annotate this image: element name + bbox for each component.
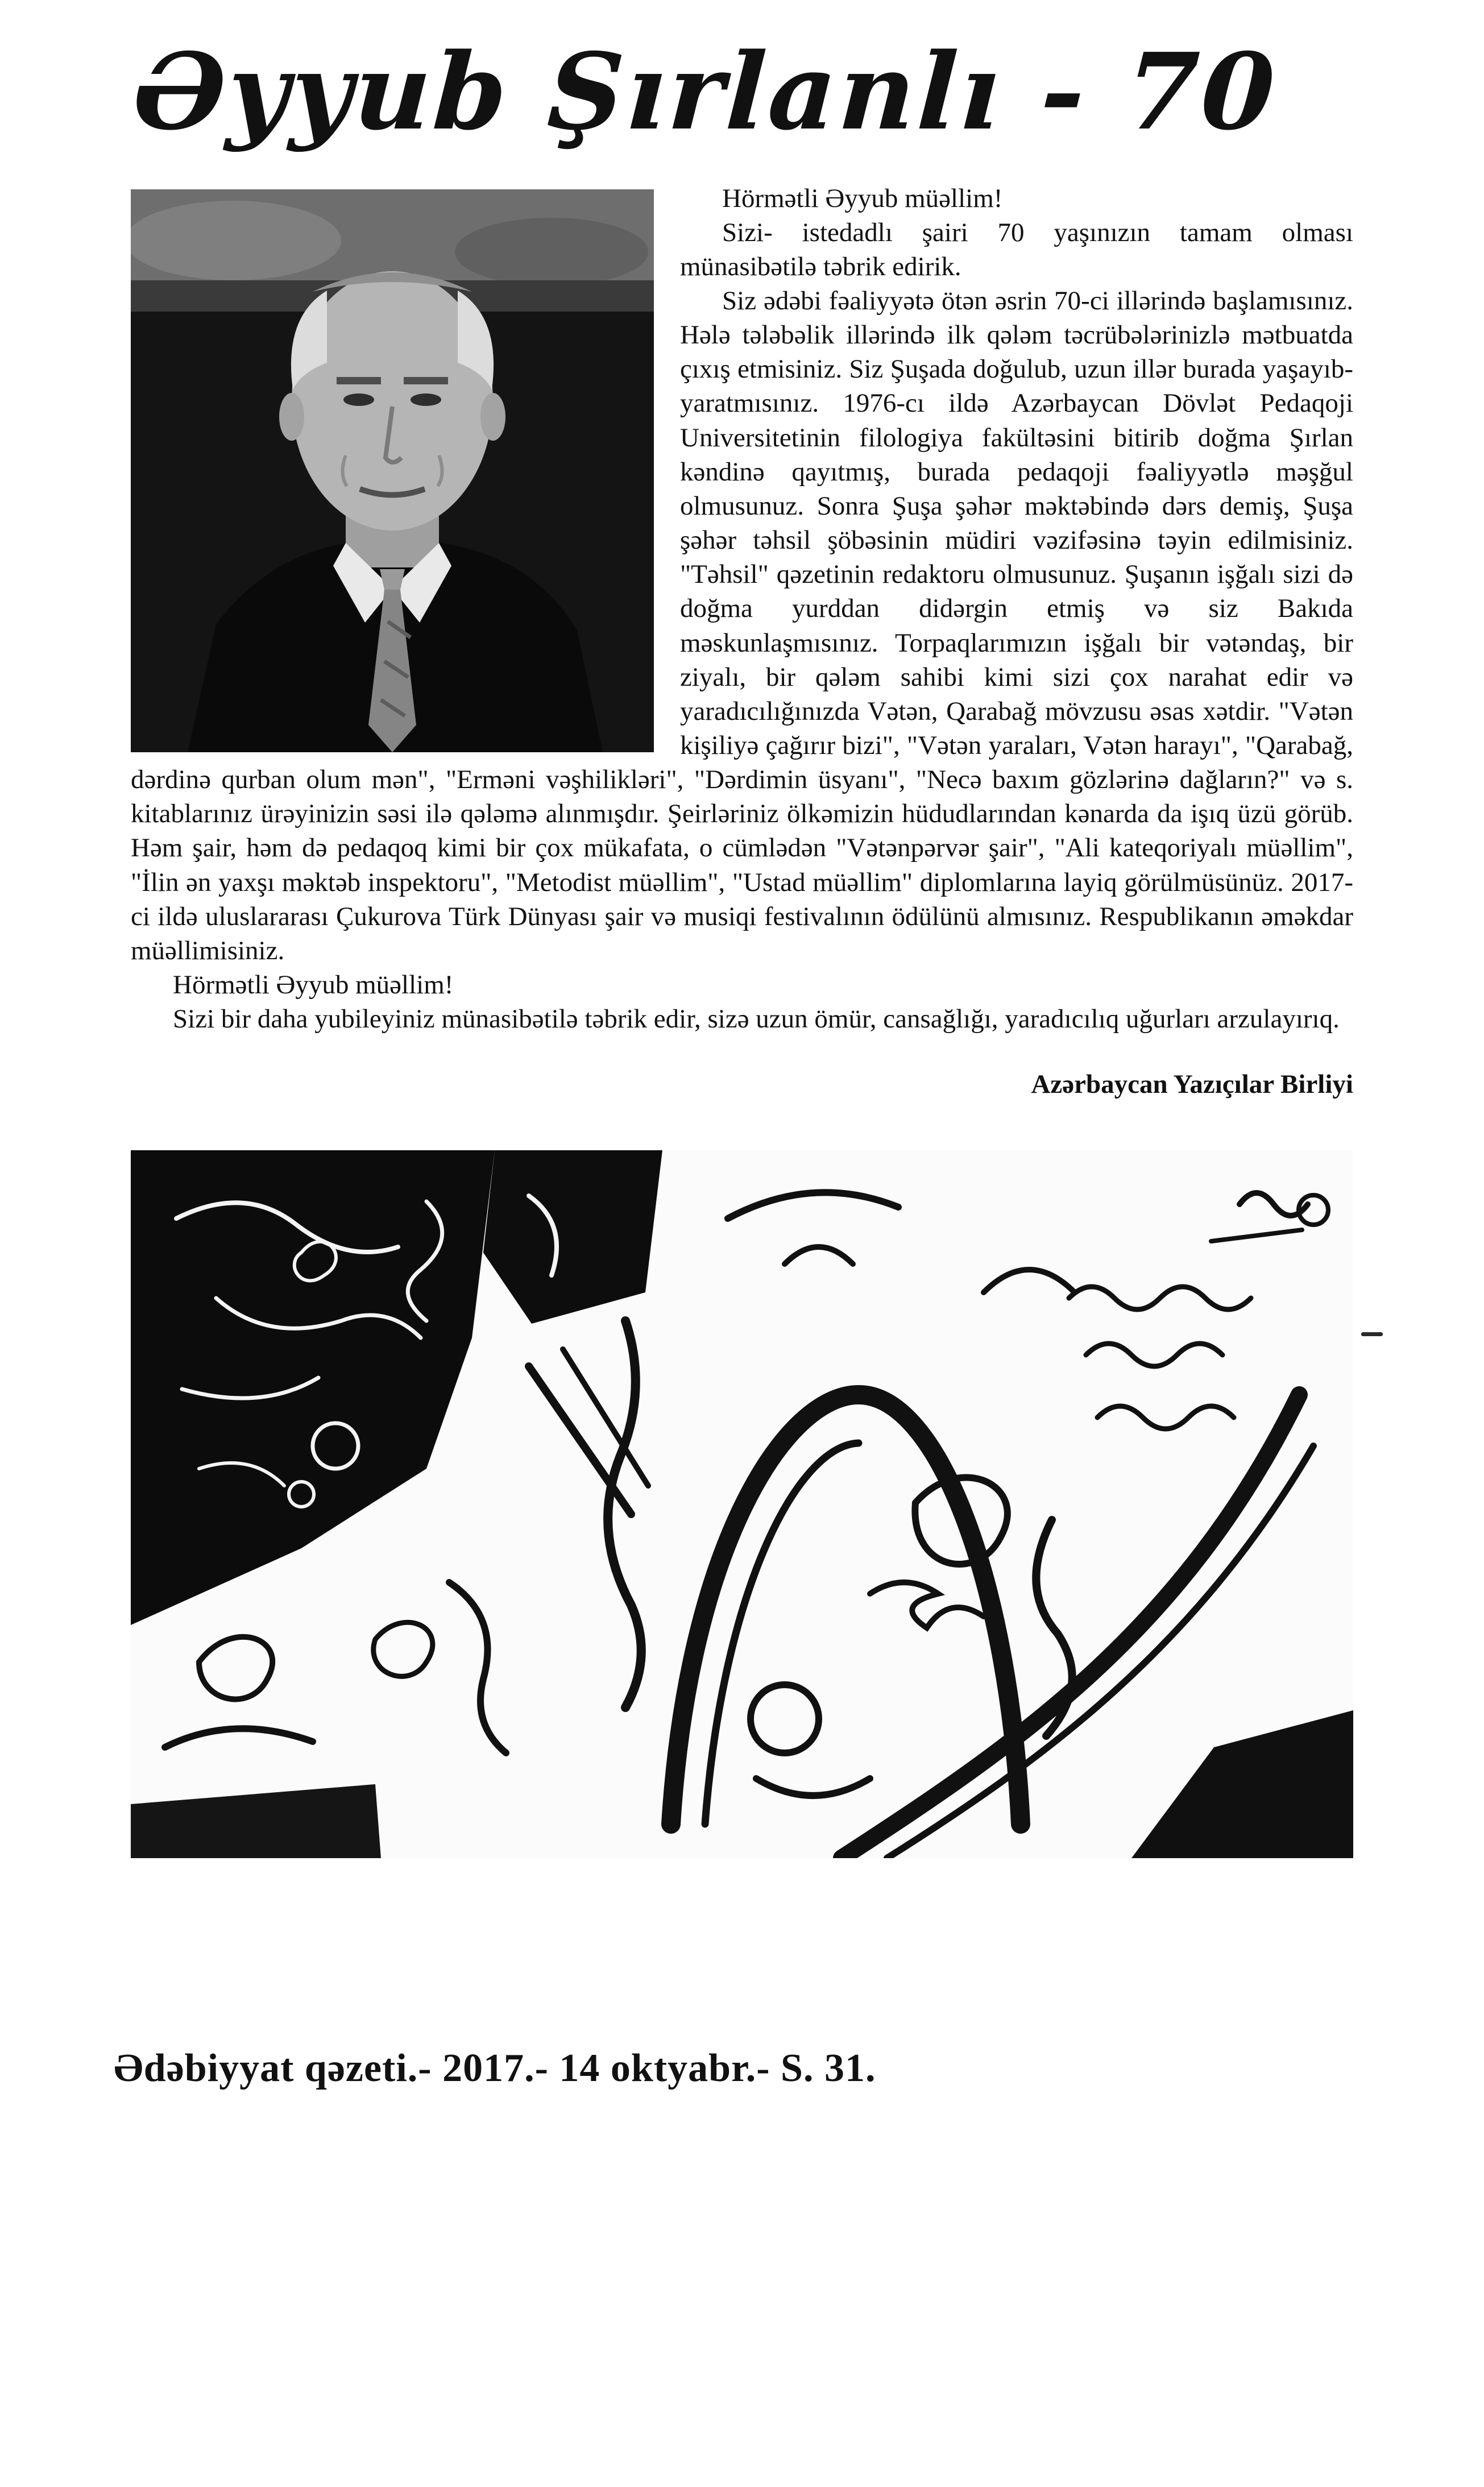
article-paragraph: Siz ədəbi fəaliyyətə ötən əsrin 70-ci illərində başlamısınız. Hələ tələbəlik illərində ilk qələm təcrübələrinizlə mətbuatda çıxış etmisiniz. Siz Şuşada doğulub, uzun illər burada yaşayıb-yaratmısınız. 1976-cı ildə Azərbaycan Dövlət Pedaqoji Universitetinin filologiya fakültəsini bitirib doğma Şırlan kəndinə qayıtmış, burada pedaqoji fəaliyyətlə məşğul olmusunuz. Sonra Şuşa şəhər məktəbində dərs demiş, Şuşa şəhər təhsil şöbəsinin müdiri vəzifəsinə təyin edilmisiniz. "Təhsil" qəzetinin redaktoru olmusunuz. Şuşanın işğalı sizi də doğma yurddan didərgin etmiş və siz Bakıda məskunlaşmısınız. Torpaqlarımızın işğalı bir vətəndaş, bir ziyalı, bir qələm sahibi kimi sizi çox narahat edir və yaradıcılığınızda Vətən, Qarabağ mövzusu əsas xətdir. "Vətən kişiliyə çağırır bizi", "Vətən yaraları, Vətən harayı", "Qarabağ, dərdinə qurban olum mən", "Erməni vəşhilikləri", "Dərdimin üsyanı", "Necə baxım gözlərinə dağların?" və s. kitablarınız ürəyinizin səsi ilə qələmə alınmışdır. Şeirləriniz ölkəmizin hüdudlarından kənarda da işıq üzü görüb. Həm şair, həm də pedaqoq kimi bir çox mükafata, o cümlədən "Vətənpərvər şair", "Ali kateqoriyalı müəllim", "İlin ən yaxşı məktəb inspektoru", "Metodist müəllim", "Ustad müəllim" diplomlarına layiq görülmüsünüz. 2017-ci ildə uluslararası Çukurova Türk Dünyası şair və musiqi festivalının ödülünü almısınız. Respublikanın əməkdar müəllimisiniz.: [131, 285, 1353, 965]
article-paragraph: Hörmətli Əyyub müəllim!: [173, 970, 454, 1000]
article-paragraph: Sizi- istedadlı şairi 70 yaşınızın tamam olması münasibətilə təbrik edirik.: [680, 217, 1353, 281]
portrait-photo-drawing: [131, 189, 654, 752]
artwork-image: [131, 1150, 1353, 1858]
portrait-photo: [131, 189, 654, 752]
abstract-artwork-drawing: [131, 1150, 1353, 1858]
stray-mark: [1361, 1332, 1383, 1336]
footer-citation: Ədəbiyyat qəzeti.- 2017.- 14 oktyabr.- S. 31.: [114, 2046, 876, 2090]
article-body: [131, 181, 1353, 1102]
article-signature: Azərbaycan Yazıçılar Birliyi: [1031, 1070, 1353, 1100]
article-paragraph: Sizi bir daha yubileyiniz münasibətilə təbrik edir, sizə uzun ömür, cansağlığı, yaradıcılıq uğurları arzulayırıq.: [173, 1004, 1340, 1034]
page-title: Əyyub Şırlanlı - 70: [130, 30, 1280, 154]
article-paragraph: Hörmətli Əyyub müəllim!: [722, 183, 1003, 213]
